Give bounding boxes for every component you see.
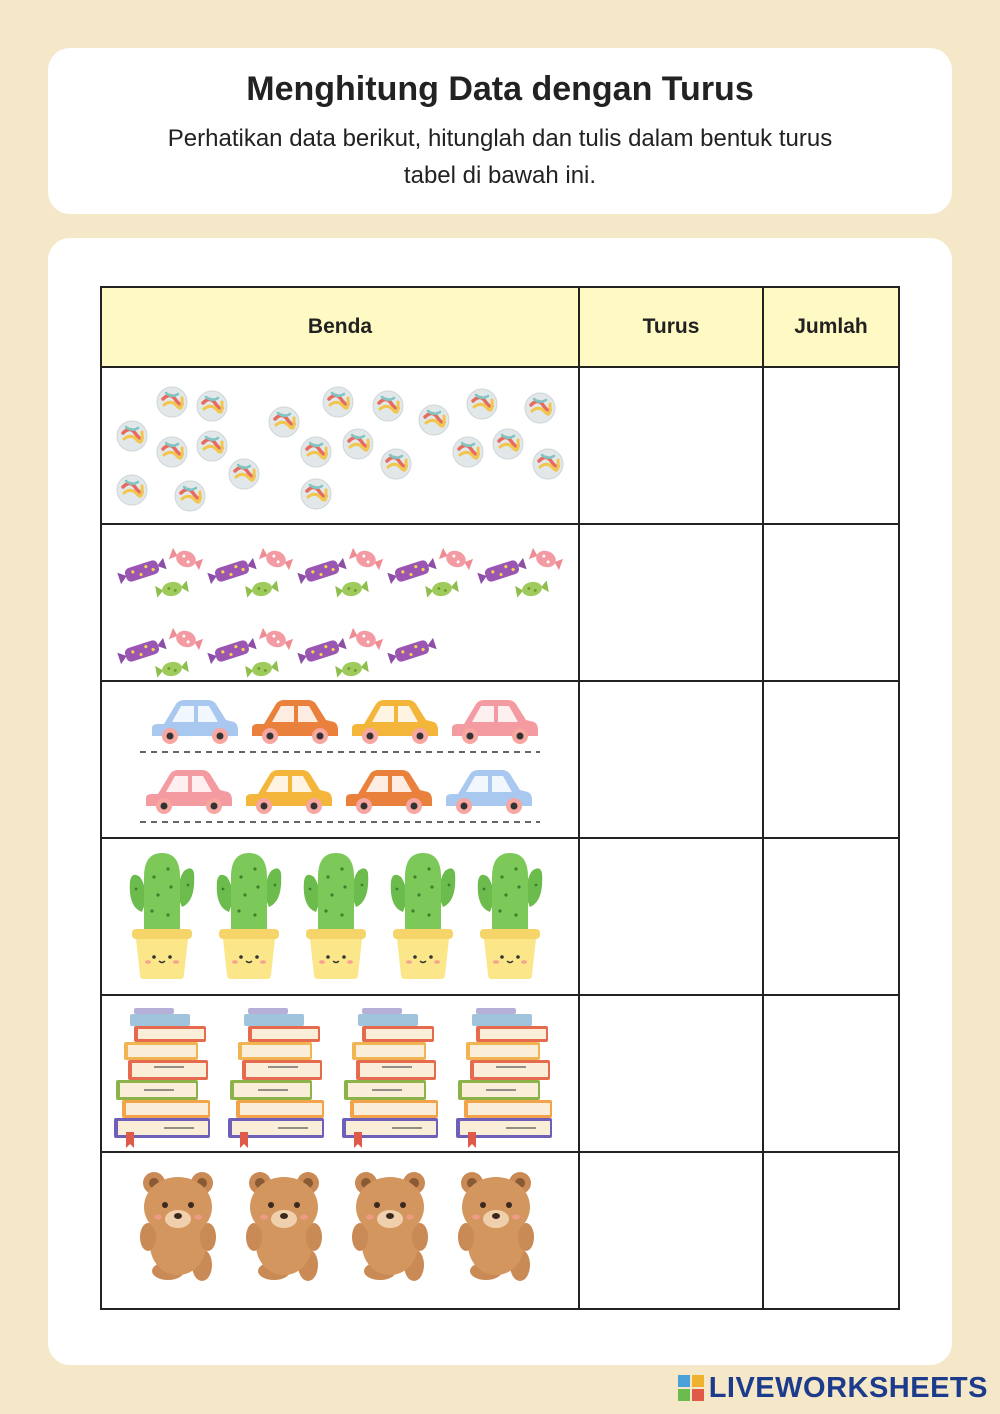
marble-icon bbox=[533, 449, 563, 479]
candy-icon bbox=[438, 546, 474, 572]
column-header-turus: Turus bbox=[579, 287, 763, 367]
benda-cell bbox=[101, 1152, 579, 1309]
marble-icon bbox=[493, 429, 523, 459]
liveworksheets-logo bbox=[678, 1370, 988, 1406]
candy-icon bbox=[387, 637, 437, 665]
marble-icon bbox=[301, 479, 331, 509]
car-icon bbox=[252, 700, 338, 744]
turus-cell[interactable] bbox=[579, 681, 763, 838]
instructions: Perhatikan data berikut, hitunglah dan tulis dalam bentuk turus tabel di bawah ini. bbox=[167, 125, 833, 189]
cactus-icon bbox=[130, 853, 195, 979]
table-row bbox=[101, 1152, 899, 1309]
benda-cell bbox=[101, 524, 579, 681]
table-row bbox=[101, 838, 899, 995]
candy-icon bbox=[207, 557, 257, 585]
car-icon bbox=[352, 700, 438, 744]
marble-icon bbox=[269, 407, 299, 437]
teddy-bear-icon bbox=[246, 1172, 322, 1281]
marble-icon bbox=[229, 459, 259, 489]
column-header-benda: Benda bbox=[101, 287, 579, 367]
candy-icon bbox=[335, 579, 369, 598]
candy-icon bbox=[387, 557, 437, 585]
marble-icon bbox=[175, 481, 205, 511]
teddy-bear-icon bbox=[352, 1172, 428, 1281]
cactus-icon bbox=[304, 853, 369, 979]
candy-icon bbox=[297, 637, 347, 665]
jumlah-cell[interactable] bbox=[763, 995, 899, 1152]
candy-icon bbox=[297, 557, 347, 585]
book-stack-icon bbox=[342, 1008, 438, 1148]
candy-icon bbox=[258, 546, 294, 572]
table-header-row bbox=[101, 287, 899, 367]
benda-cell bbox=[101, 367, 579, 524]
bears-group bbox=[102, 1153, 578, 1308]
candy-icon bbox=[528, 546, 564, 572]
jumlah-cell[interactable] bbox=[763, 838, 899, 995]
marble-icon bbox=[157, 437, 187, 467]
table-row bbox=[101, 524, 899, 681]
marble-icon bbox=[525, 393, 555, 423]
marble-icon bbox=[419, 405, 449, 435]
marble-icon bbox=[197, 391, 227, 421]
candy-icon bbox=[168, 546, 204, 572]
candy-icon bbox=[335, 659, 369, 678]
benda-cell bbox=[101, 681, 579, 838]
table-row bbox=[101, 367, 899, 524]
marble-icon bbox=[323, 387, 353, 417]
candy-icon bbox=[207, 637, 257, 665]
book-stack-icon bbox=[456, 1008, 552, 1148]
marble-icon bbox=[117, 475, 147, 505]
teddy-bear-icon bbox=[140, 1172, 216, 1281]
car-icon bbox=[246, 770, 332, 814]
marbles-group bbox=[102, 368, 578, 523]
car-icon bbox=[452, 700, 538, 744]
cars-group bbox=[102, 682, 578, 837]
marble-icon bbox=[197, 431, 227, 461]
candy-icon bbox=[348, 626, 384, 652]
candy-icon bbox=[117, 637, 167, 665]
candy-icon bbox=[258, 626, 294, 652]
column-header-jumlah: Jumlah bbox=[763, 287, 899, 367]
candy-icon bbox=[245, 659, 279, 678]
marble-icon bbox=[381, 449, 411, 479]
benda-cell bbox=[101, 995, 579, 1152]
jumlah-cell[interactable] bbox=[763, 681, 899, 838]
books-group bbox=[102, 996, 578, 1151]
candy-icon bbox=[348, 546, 384, 572]
jumlah-cell[interactable] bbox=[763, 524, 899, 681]
car-icon bbox=[346, 770, 432, 814]
candy-icon bbox=[155, 659, 189, 678]
candy-icon bbox=[117, 557, 167, 585]
jumlah-cell[interactable] bbox=[763, 367, 899, 524]
candy-icon bbox=[168, 626, 204, 652]
teddy-bear-icon bbox=[458, 1172, 534, 1281]
marble-icon bbox=[117, 421, 147, 451]
marble-icon bbox=[343, 429, 373, 459]
turus-cell[interactable] bbox=[579, 524, 763, 681]
car-icon bbox=[152, 700, 238, 744]
cactus-icon bbox=[217, 853, 282, 979]
candies-group bbox=[102, 525, 578, 680]
cactus-icon bbox=[391, 853, 456, 979]
cacti-group bbox=[102, 839, 578, 994]
turus-cell[interactable] bbox=[579, 995, 763, 1152]
table-row bbox=[101, 995, 899, 1152]
marble-icon bbox=[453, 437, 483, 467]
candy-icon bbox=[477, 557, 527, 585]
car-icon bbox=[446, 770, 532, 814]
marble-icon bbox=[157, 387, 187, 417]
candy-icon bbox=[245, 579, 279, 598]
candy-icon bbox=[515, 579, 549, 598]
candy-icon bbox=[425, 579, 459, 598]
candy-icon bbox=[155, 579, 189, 598]
car-icon bbox=[146, 770, 232, 814]
turus-cell[interactable] bbox=[579, 367, 763, 524]
liveworksheets-logo-icon bbox=[678, 1375, 704, 1401]
logo-text: LIVEWORKSHEETS bbox=[708, 1371, 988, 1404]
table-row bbox=[101, 681, 899, 838]
header-card bbox=[48, 48, 952, 214]
marble-icon bbox=[301, 437, 331, 467]
cactus-icon bbox=[478, 853, 543, 979]
tally-table bbox=[100, 286, 900, 1310]
jumlah-cell[interactable] bbox=[763, 1152, 899, 1309]
book-stack-icon bbox=[114, 1008, 210, 1148]
page-title: Menghitung Data dengan Turus bbox=[246, 70, 754, 108]
turus-cell[interactable] bbox=[579, 1152, 763, 1309]
benda-cell bbox=[101, 838, 579, 995]
marble-icon bbox=[373, 391, 403, 421]
marble-icon bbox=[467, 389, 497, 419]
turus-cell[interactable] bbox=[579, 838, 763, 995]
book-stack-icon bbox=[228, 1008, 324, 1148]
